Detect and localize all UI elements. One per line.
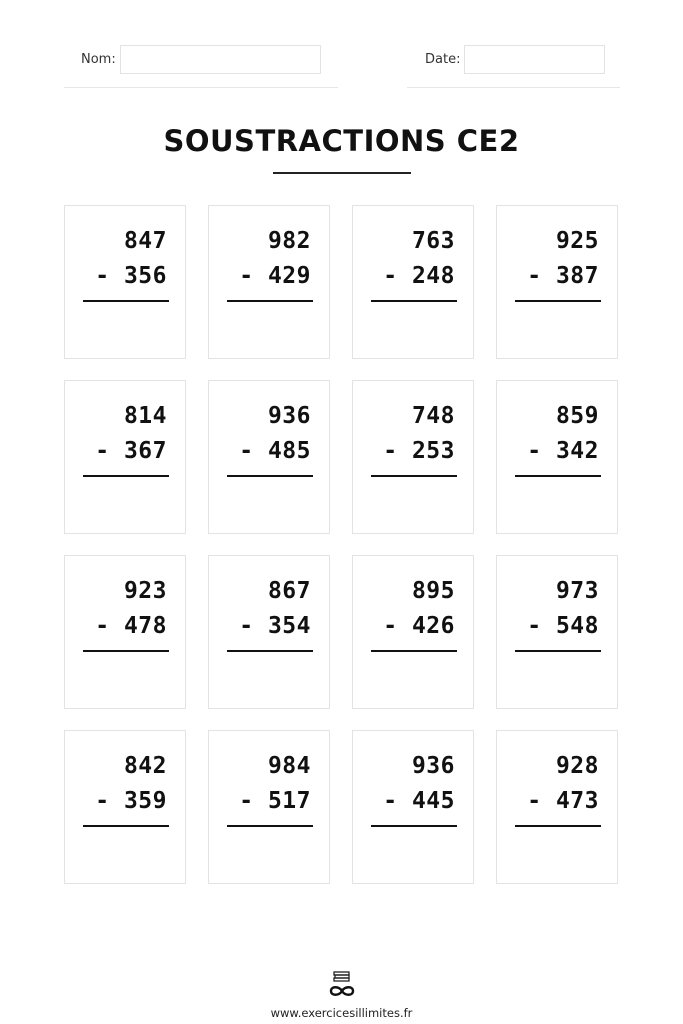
result-line [83, 650, 169, 652]
subtrahend: - 354 [239, 613, 311, 639]
minuend: 814 [123, 403, 167, 429]
result-line [515, 825, 601, 827]
subtraction-card [64, 205, 186, 359]
minuend: 925 [555, 228, 599, 254]
subtrahend: - 387 [527, 263, 599, 289]
minuend: 982 [267, 228, 311, 254]
minuend: 936 [267, 403, 311, 429]
subtraction-card [496, 205, 618, 359]
result-line [83, 475, 169, 477]
minuend: 763 [411, 228, 455, 254]
subtraction-card [64, 730, 186, 884]
minuend: 867 [267, 578, 311, 604]
minuend: 936 [411, 753, 455, 779]
subtraction-card [352, 555, 474, 709]
date-field-group [425, 45, 605, 74]
title-underline [273, 172, 411, 174]
subtrahend: - 253 [383, 438, 455, 464]
result-line [227, 300, 313, 302]
exercise-grid [64, 205, 620, 884]
result-line [371, 300, 457, 302]
date-divider [407, 87, 620, 88]
date-label: Date: [425, 52, 461, 67]
infinity-books-logo-icon [326, 970, 358, 1000]
subtraction-card [352, 205, 474, 359]
minuend: 895 [411, 578, 455, 604]
result-line [371, 825, 457, 827]
subtrahend: - 478 [95, 613, 167, 639]
page-title: SOUSTRACTIONS CE2 [163, 124, 520, 158]
result-line [371, 475, 457, 477]
result-line [515, 650, 601, 652]
subtrahend: - 517 [239, 788, 311, 814]
subtrahend: - 359 [95, 788, 167, 814]
subtraction-card [496, 555, 618, 709]
subtrahend: - 248 [383, 263, 455, 289]
subtraction-card [64, 380, 186, 534]
subtraction-card [496, 730, 618, 884]
minuend: 928 [555, 753, 599, 779]
minuend: 748 [411, 403, 455, 429]
subtraction-card [208, 380, 330, 534]
date-field[interactable] [464, 45, 605, 74]
result-line [371, 650, 457, 652]
result-line [83, 300, 169, 302]
subtrahend: - 356 [95, 263, 167, 289]
subtrahend: - 429 [239, 263, 311, 289]
result-line [515, 300, 601, 302]
result-line [227, 825, 313, 827]
minuend: 847 [123, 228, 167, 254]
subtrahend: - 426 [383, 613, 455, 639]
nom-divider [64, 87, 338, 88]
footer-url: www.exercicesillimites.fr [270, 1006, 413, 1020]
subtraction-card [64, 555, 186, 709]
minuend: 859 [555, 403, 599, 429]
nom-label: Nom: [81, 52, 116, 67]
nom-field-group [81, 45, 321, 74]
subtraction-card [208, 730, 330, 884]
subtraction-card [208, 205, 330, 359]
result-line [83, 825, 169, 827]
nom-field[interactable] [120, 45, 321, 74]
subtraction-card [352, 730, 474, 884]
result-line [515, 475, 601, 477]
subtraction-card [496, 380, 618, 534]
minuend: 973 [555, 578, 599, 604]
result-line [227, 475, 313, 477]
minuend: 923 [123, 578, 167, 604]
result-line [227, 650, 313, 652]
subtrahend: - 342 [527, 438, 599, 464]
subtrahend: - 485 [239, 438, 311, 464]
subtraction-card [352, 380, 474, 534]
minuend: 842 [123, 753, 167, 779]
subtrahend: - 548 [527, 613, 599, 639]
subtrahend: - 473 [527, 788, 599, 814]
subtrahend: - 445 [383, 788, 455, 814]
minuend: 984 [267, 753, 311, 779]
subtrahend: - 367 [95, 438, 167, 464]
subtraction-card [208, 555, 330, 709]
